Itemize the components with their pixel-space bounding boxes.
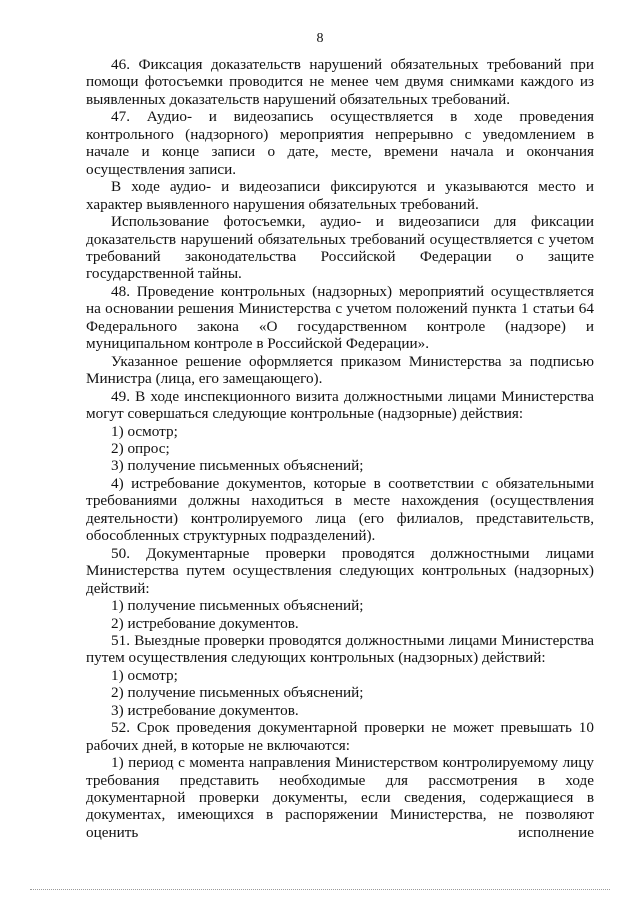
- paragraph-50: 50. Документарные проверки проводятся должностными лицами Министерства путем осуществления следующих контрольных (надзорных) действий:: [86, 544, 594, 597]
- list-item: 3) истребование документов.: [111, 701, 299, 719]
- paragraph-48-order: Указанное решение оформляется приказом Министерства за подписью Министра (лица, его замещающего).: [86, 352, 594, 388]
- paragraph-51: 51. Выездные проверки проводятся должностными лицами Министерства путем осуществления следующих контрольных (надзорных) действий:: [86, 631, 594, 667]
- document-body: [86, 56, 594, 841]
- list-item: 1) получение письменных объяснений;: [111, 597, 364, 615]
- list-item: 3) получение письменных объяснений;: [111, 457, 364, 475]
- paragraph-46: 46. Фиксация доказательств нарушений обязательных требований при помощи фотосъемки проводится не менее чем двумя снимками каждого из выявленных доказательств нарушений обязательных требований.: [86, 56, 594, 108]
- page-number: 8: [316, 31, 324, 46]
- paragraph-49: 49. В ходе инспекционного визита должностными лицами Министерства могут совершаться следующие контрольные (надзорные) действия:: [86, 387, 594, 423]
- list-item: 2) опрос;: [111, 439, 170, 457]
- paragraph-48: 48. Проведение контрольных (надзорных) мероприятий осуществляется на основании решения Министерства с учетом положений пункта 1 статьи 64 Федерального закона «О государственном контроле (надзоре) и муниципальном контроле в Российской Федерации».: [86, 282, 594, 353]
- list-item: 1) осмотр;: [111, 422, 178, 440]
- list-item: 1) период с момента направления Министерством контролируемому лицу требования представить необходимые для рассмотрения в ходе документарной проверки документы, если сведения, содержащиеся в документах, имеющихся в распоряжении Министерства, не позволяют оценить исполнение: [86, 754, 594, 841]
- paragraph-47-secrecy: Использование фотосъемки, аудио- и видеозаписи для фиксации доказательств нарушений обязательных требований осуществляется с учетом требований законодательства Российской Федерации о защите государственной тайны.: [86, 213, 594, 283]
- list-item: 2) получение письменных объяснений;: [111, 684, 364, 702]
- list-item: 2) истребование документов.: [111, 614, 299, 632]
- paragraph-52: 52. Срок проведения документарной проверки не может превышать 10 рабочих дней, в которые не включаются:: [86, 719, 594, 754]
- paragraph-47-recording-details: В ходе аудио- и видеозаписи фиксируются и указываются место и характер выявленного нарушения обязательных требований.: [86, 178, 594, 213]
- paragraph-47: 47. Аудио- и видеозапись осуществляется в ходе проведения контрольного (надзорного) мероприятия непрерывно с уведомлением в начале и конце записи о дате, месте, времени начала и окончания осуществления записи.: [86, 108, 594, 178]
- page-bottom-edge: [30, 889, 610, 890]
- list-item: 1) осмотр;: [111, 666, 178, 684]
- list-item: 4) истребование документов, которые в соответствии с обязательными требованиями должны находиться в месте нахождения (осуществления деятельности) контролируемого лица (его филиалов, представительств, обособленных структурных подразделений).: [86, 474, 594, 545]
